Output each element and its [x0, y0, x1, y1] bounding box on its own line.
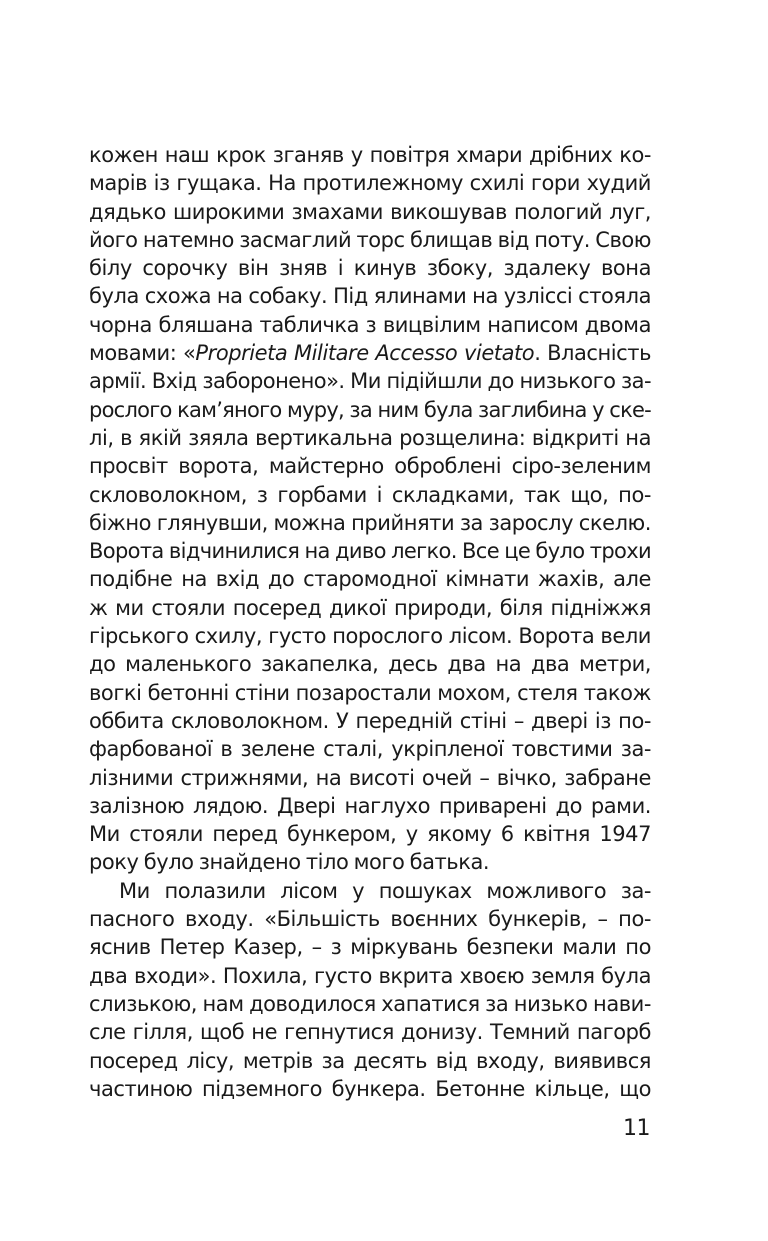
text-line: лі, в якій зяяла вертикальна розщелина: відкриті на [89, 425, 651, 450]
text-line: оббита скловолокном. У передній стіні – двері із по- [89, 708, 651, 733]
text-line: біжно глянувши, можна прийняти за зарослу скелю. [89, 510, 651, 535]
text-line: лізними стрижнями, на висоті очей – вічко, забране [89, 765, 651, 790]
text-line: Ми полазили лісом у пошуках можливого за- [119, 878, 651, 903]
text-line: кожен наш крок зганяв у повітря хмари дрібних ко- [89, 143, 651, 167]
text-line: гірського схилу, густо порослого лісом. Ворота вели [89, 624, 651, 649]
text-line: дядько широкими змахами викошував пологий луг, [89, 199, 651, 224]
text-line: слизькою, нам доводилося хапатися за низько нави- [89, 991, 651, 1016]
text-line: ж ми стояли посеред дикої природи, біля підніжжя [89, 595, 651, 620]
text-fragment: мовами: « [89, 341, 196, 366]
text-line: армії. Вхід заборонено». Ми підійшли до низького за- [89, 369, 651, 394]
body-text [89, 141, 651, 1103]
text-line-with-italic [89, 339, 651, 367]
text-line: чорна бляшана табличка з вицвілим написом двома [89, 312, 651, 337]
text-line: сле гілля, щоб не гепнутися донизу. Темний пагорб [89, 1020, 651, 1045]
text-line: два входи». Похила, густо вкрита хвоєю земля була [89, 963, 651, 988]
text-line: посеред лісу, метрів за десять від входу, виявився [89, 1048, 651, 1073]
text-line: скловолокном, з горбами і складками, так що, по- [89, 482, 651, 507]
text-line: фарбованої в зелене сталі, укріпленої товстими за- [89, 737, 651, 762]
text-line: частиною підземного бункера. Бетонне кільце, що [89, 1076, 651, 1101]
text-line: яснив Петер Казер, – з міркувань безпеки мали по [89, 935, 651, 960]
italic-sign-text: Proprieta Militare Accesso vietato [195, 341, 535, 366]
page-number: 11 [623, 1116, 650, 1141]
text-line: до маленького закапелка, десь два на два метри, [89, 652, 651, 677]
text-line: його натемно засмаглий торс блищав від поту. Свою [89, 227, 651, 252]
text-line: Ми стояли перед бункером, у якому 6 квітня 1947 [89, 822, 651, 847]
text-line: залізною лядою. Двері наглухо приварені до рами. [89, 793, 651, 818]
text-line: подібне на вхід до старомодної кімнати жахів, але [89, 567, 651, 592]
text-line: марів із гущака. На протилежному схилі гори худий [89, 171, 651, 196]
text-line: пасного входу. «Більшість воєнних бункерів, – по- [89, 907, 651, 932]
text-line: Ворота відчинилися на диво легко. Все це було трохи [89, 539, 651, 564]
text-line: рослого кам’яного муру, за ним була заглибина у ске- [89, 397, 651, 422]
text-line: вогкі бетонні стіни позаростали мохом, стеля також [89, 680, 651, 705]
text-line: просвіт ворота, майстерно оброблені сіро-зеленим [89, 454, 651, 479]
text-line: року було знайдено тіло мого батька. [89, 850, 490, 875]
text-line: білу сорочку він зняв і кинув збоку, здалеку вона [89, 256, 651, 281]
text-line: була схожа на собаку. Під ялинами на узліссі стояла [89, 284, 651, 309]
text-fragment: . Власність [534, 341, 651, 366]
